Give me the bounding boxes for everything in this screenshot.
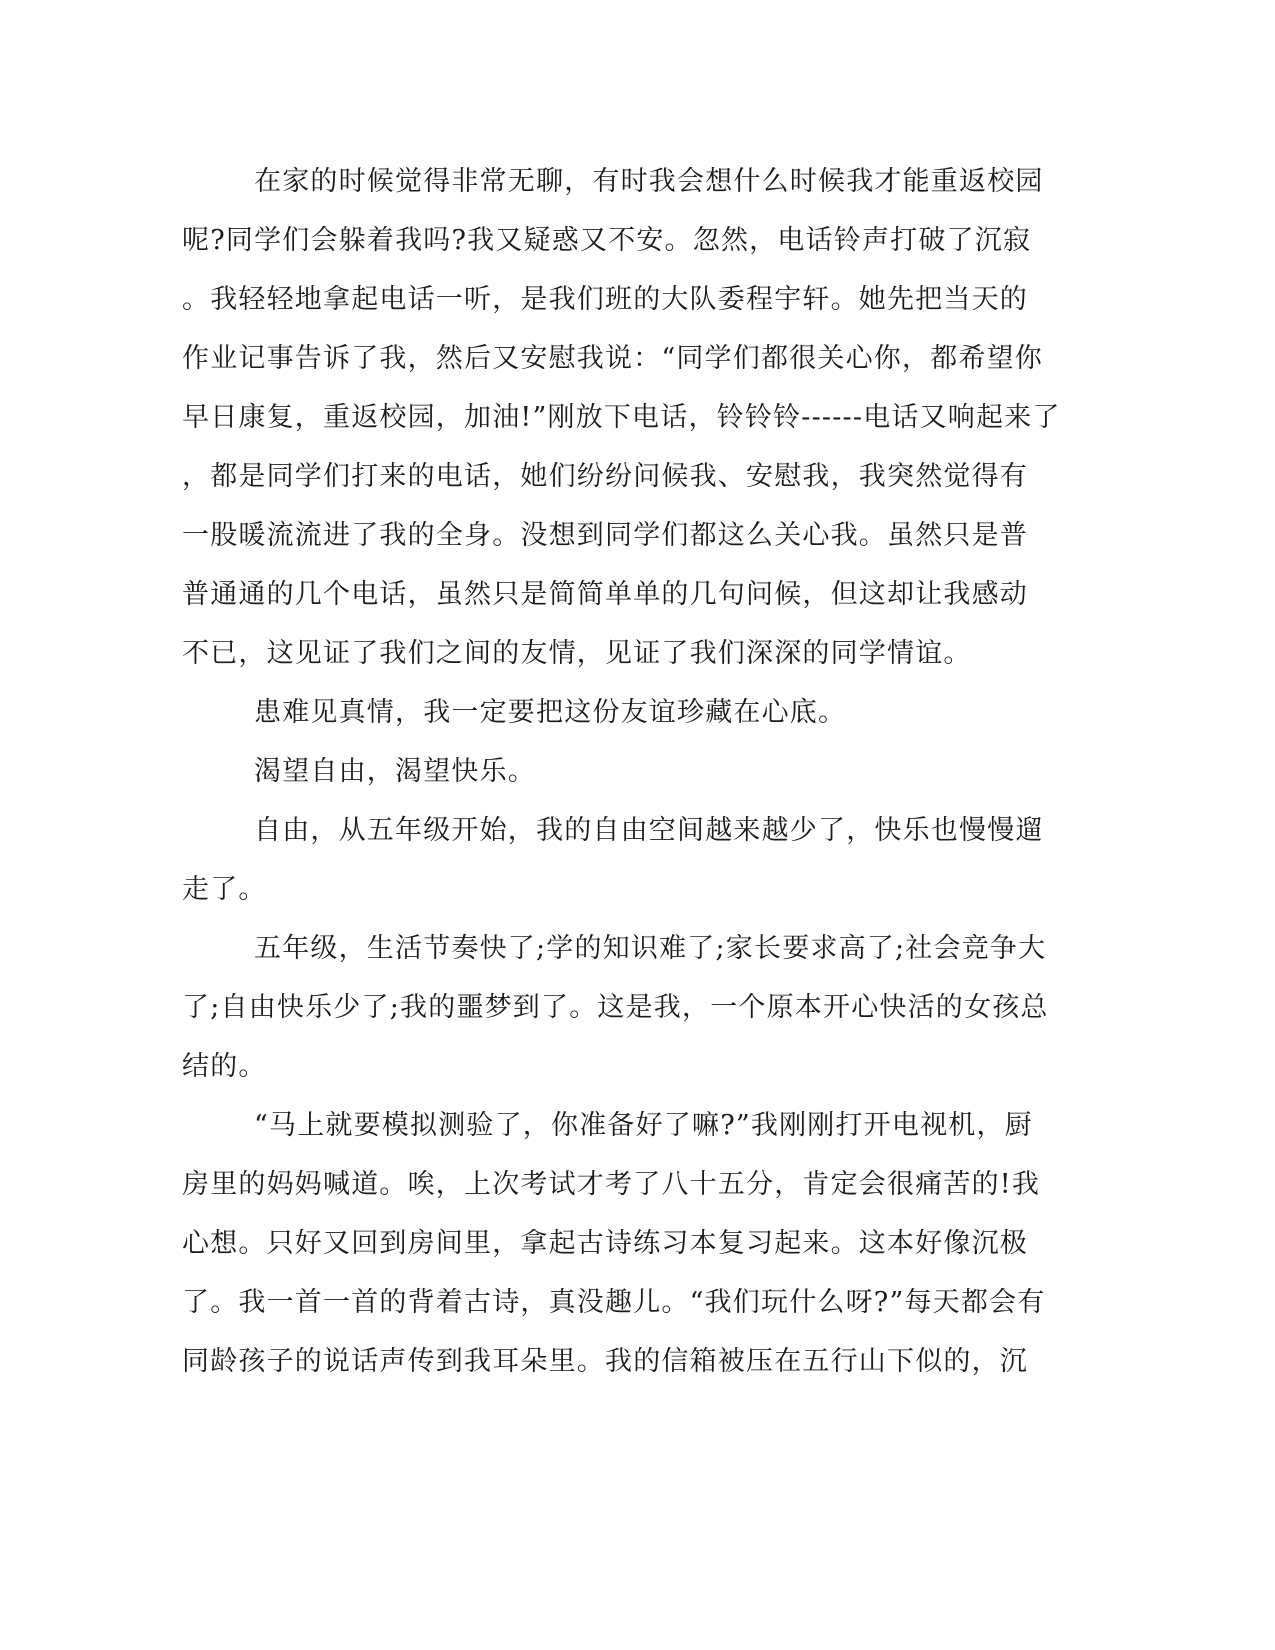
text-line: 早日康复，重返校园，加油!”刚放下电话，铃铃铃------电话又响起来了 — [182, 402, 1061, 433]
text-line: 作业记事告诉了我，然后又安慰我说：“同学们都很关心你，都希望你 — [182, 343, 1044, 374]
text-line: 渴望自由，渴望快乐。 — [254, 756, 536, 787]
text-line: 走了。 — [182, 874, 267, 905]
text-line: 心想。只好又回到房间里，拿起古诗练习本复习起来。这本好像沉极 — [182, 1228, 1028, 1259]
text-line: 五年级，生活节奏快了;学的知识难了;家长要求高了;社会竞争大 — [254, 933, 1047, 964]
text-line: 患难见真情，我一定要把这份友谊珍藏在心底。 — [254, 697, 847, 728]
text-line: 了;自由快乐少了;我的噩梦到了。这是我，一个原本开心快活的女孩总 — [182, 992, 1049, 1023]
text-line: 不已，这见证了我们之间的友情，见证了我们深深的同学情谊。 — [182, 638, 972, 669]
text-line: 自由，从五年级开始，我的自由空间越来越少了，快乐也慢慢遛 — [254, 815, 1044, 846]
text-line: 一股暖流流进了我的全身。没想到同学们都这么关心我。虽然只是普 — [182, 520, 1028, 551]
text-line: 。我轻轻地拿起电话一听，是我们班的大队委程宇轩。她先把当天的 — [182, 284, 1028, 315]
text-line: 在家的时候觉得非常无聊，有时我会想什么时候我才能重返校园 — [254, 166, 1044, 197]
text-line: 普通通的几个电话，虽然只是简简单单的几句问候，但这却让我感动 — [182, 579, 1028, 610]
text-line: 房里的妈妈喊道。唉，上次考试才考了八十五分，肯定会很痛苦的!我 — [182, 1169, 1041, 1200]
text-line: 结的。 — [182, 1051, 267, 1082]
document-body — [182, 152, 1061, 1391]
text-line: 了。我一首一首的背着古诗，真没趣儿。“我们玩什么呀?”每天都会有 — [182, 1287, 1046, 1318]
text-line: “马上就要模拟测验了，你准备好了嘛?”我刚刚打开电视机，厨 — [254, 1110, 1033, 1141]
text-line: 同龄孩子的说话声传到我耳朵里。我的信箱被压在五行山下似的，沉 — [182, 1346, 1028, 1377]
text-line: ，都是同学们打来的电话，她们纷纷问候我、安慰我，我突然觉得有 — [182, 461, 1028, 492]
text-line: 呢?同学们会躲着我吗?我又疑惑又不安。忽然，电话铃声打破了沉寂 — [182, 225, 1032, 256]
